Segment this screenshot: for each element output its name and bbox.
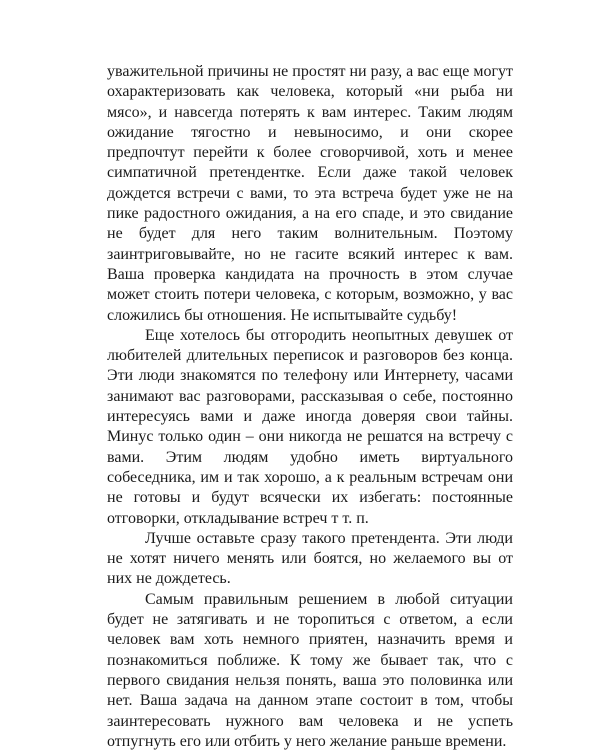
paragraph-1: уважительной причины не простят ни разу, а вас еще могут охарактеризовать как человека, который «ни рыба ни мясо», и навсегда потерять к вам интерес. Таким людям ожидание тягостно и невыносимо, и они скорее предпочтут перейти к более сговорчивой, хоть и менее симпатичной претендентке. Если даже такой человек дождется встречи с вами, то эта встреча будет уже не на пике радостного ожидания, а на его спаде, и это свидание не будет для него таким волнительным. Поэтому заинтриговывайте, но не гасите всякий интерес к вам. Ваша проверка кандидата на прочность в этом случае может стоить потери человека, с которым, возможно, у вас сложились бы отношения. Не испытывайте судьбу! <box>107 63 513 324</box>
paragraph-3: Лучше оставьте сразу такого претендента. Эти люди не хотят ничего менять или боятся, но желаемого вы от них не дождетесь. <box>107 529 513 588</box>
paragraph-2: Еще хотелось бы отгородить неопытных девушек от любителей длительных переписок и разговоров без конца. Эти люди знакомятся по телефону или Интернету, часами занимают вас разговорами, рассказывая о себе, постоянно интересуясь вами и даже иногда доверяя свои тайны. Минус только один – они никогда не решатся на встречу с вами. Этим людям удобно иметь виртуального собеседника, им и так хорошо, а к реальным встречам они не готовы и будут всячески их избегать: постоянные отговорки, откладывание встреч т т. п. <box>107 326 513 527</box>
paragraph-4: Самым правильным решением в любой ситуации будет не затягивать и не торопиться с ответом, а если человек вам хоть немного приятен, назначить время и познакомиться поближе. К тому же бывает так, что с первого свидания нельзя понять, ваша это половинка или нет. Ваша задача на данном этапе состоит в том, чтобы заинтересовать нужного вам человека и не успеть отпугнуть его или отбить у него желание раньше времени. <box>107 590 513 750</box>
book-page <box>107 62 513 752</box>
